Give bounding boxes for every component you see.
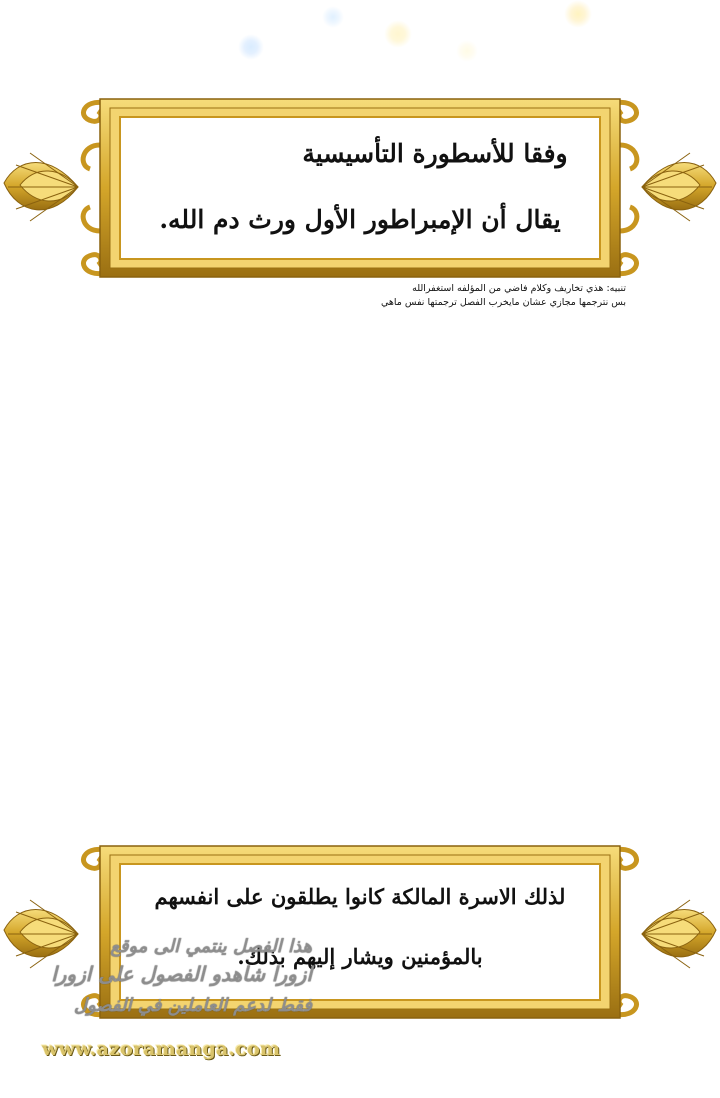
narration-line-1: وفقا للأسطورة التأسيسية: [302, 139, 568, 168]
site-watermark: www.azoramanga.com: [42, 1038, 281, 1060]
narration-box-top: [0, 95, 720, 280]
narration-line-2: يقال أن الإمبراطور الأول ورث دم الله.: [159, 205, 561, 234]
ornate-gold-frame: [0, 95, 720, 280]
narration-line-2: بالمؤمنين ويشار إليهم بذلك.: [237, 944, 483, 969]
sparkle: [456, 40, 478, 62]
sparkle: [322, 6, 344, 28]
translator-note-line-2: بس نترجمها مجازي عشان مايخرب الفصل ترجمتها نفس ماهي: [380, 297, 626, 308]
narration-line-1: لذلك الاسرة المالكة كانوا يطلقون على انفسهم: [154, 884, 566, 909]
sparkle: [564, 0, 592, 28]
sparkle: [238, 34, 264, 60]
watermark-line-2: ازورا شاهدو الفصول على ازورا: [51, 962, 312, 986]
watermark-line-3: فقط لدعم العاملين في الفصول: [73, 995, 312, 1016]
watermark-line-1: هذا الفصل ينتمي الى موقع: [110, 936, 312, 957]
sparkle: [384, 20, 412, 48]
translator-note-line-1: تنبيه: هذي تخاريف وكلام فاضي من المؤلفه استغفرالله: [412, 283, 626, 294]
